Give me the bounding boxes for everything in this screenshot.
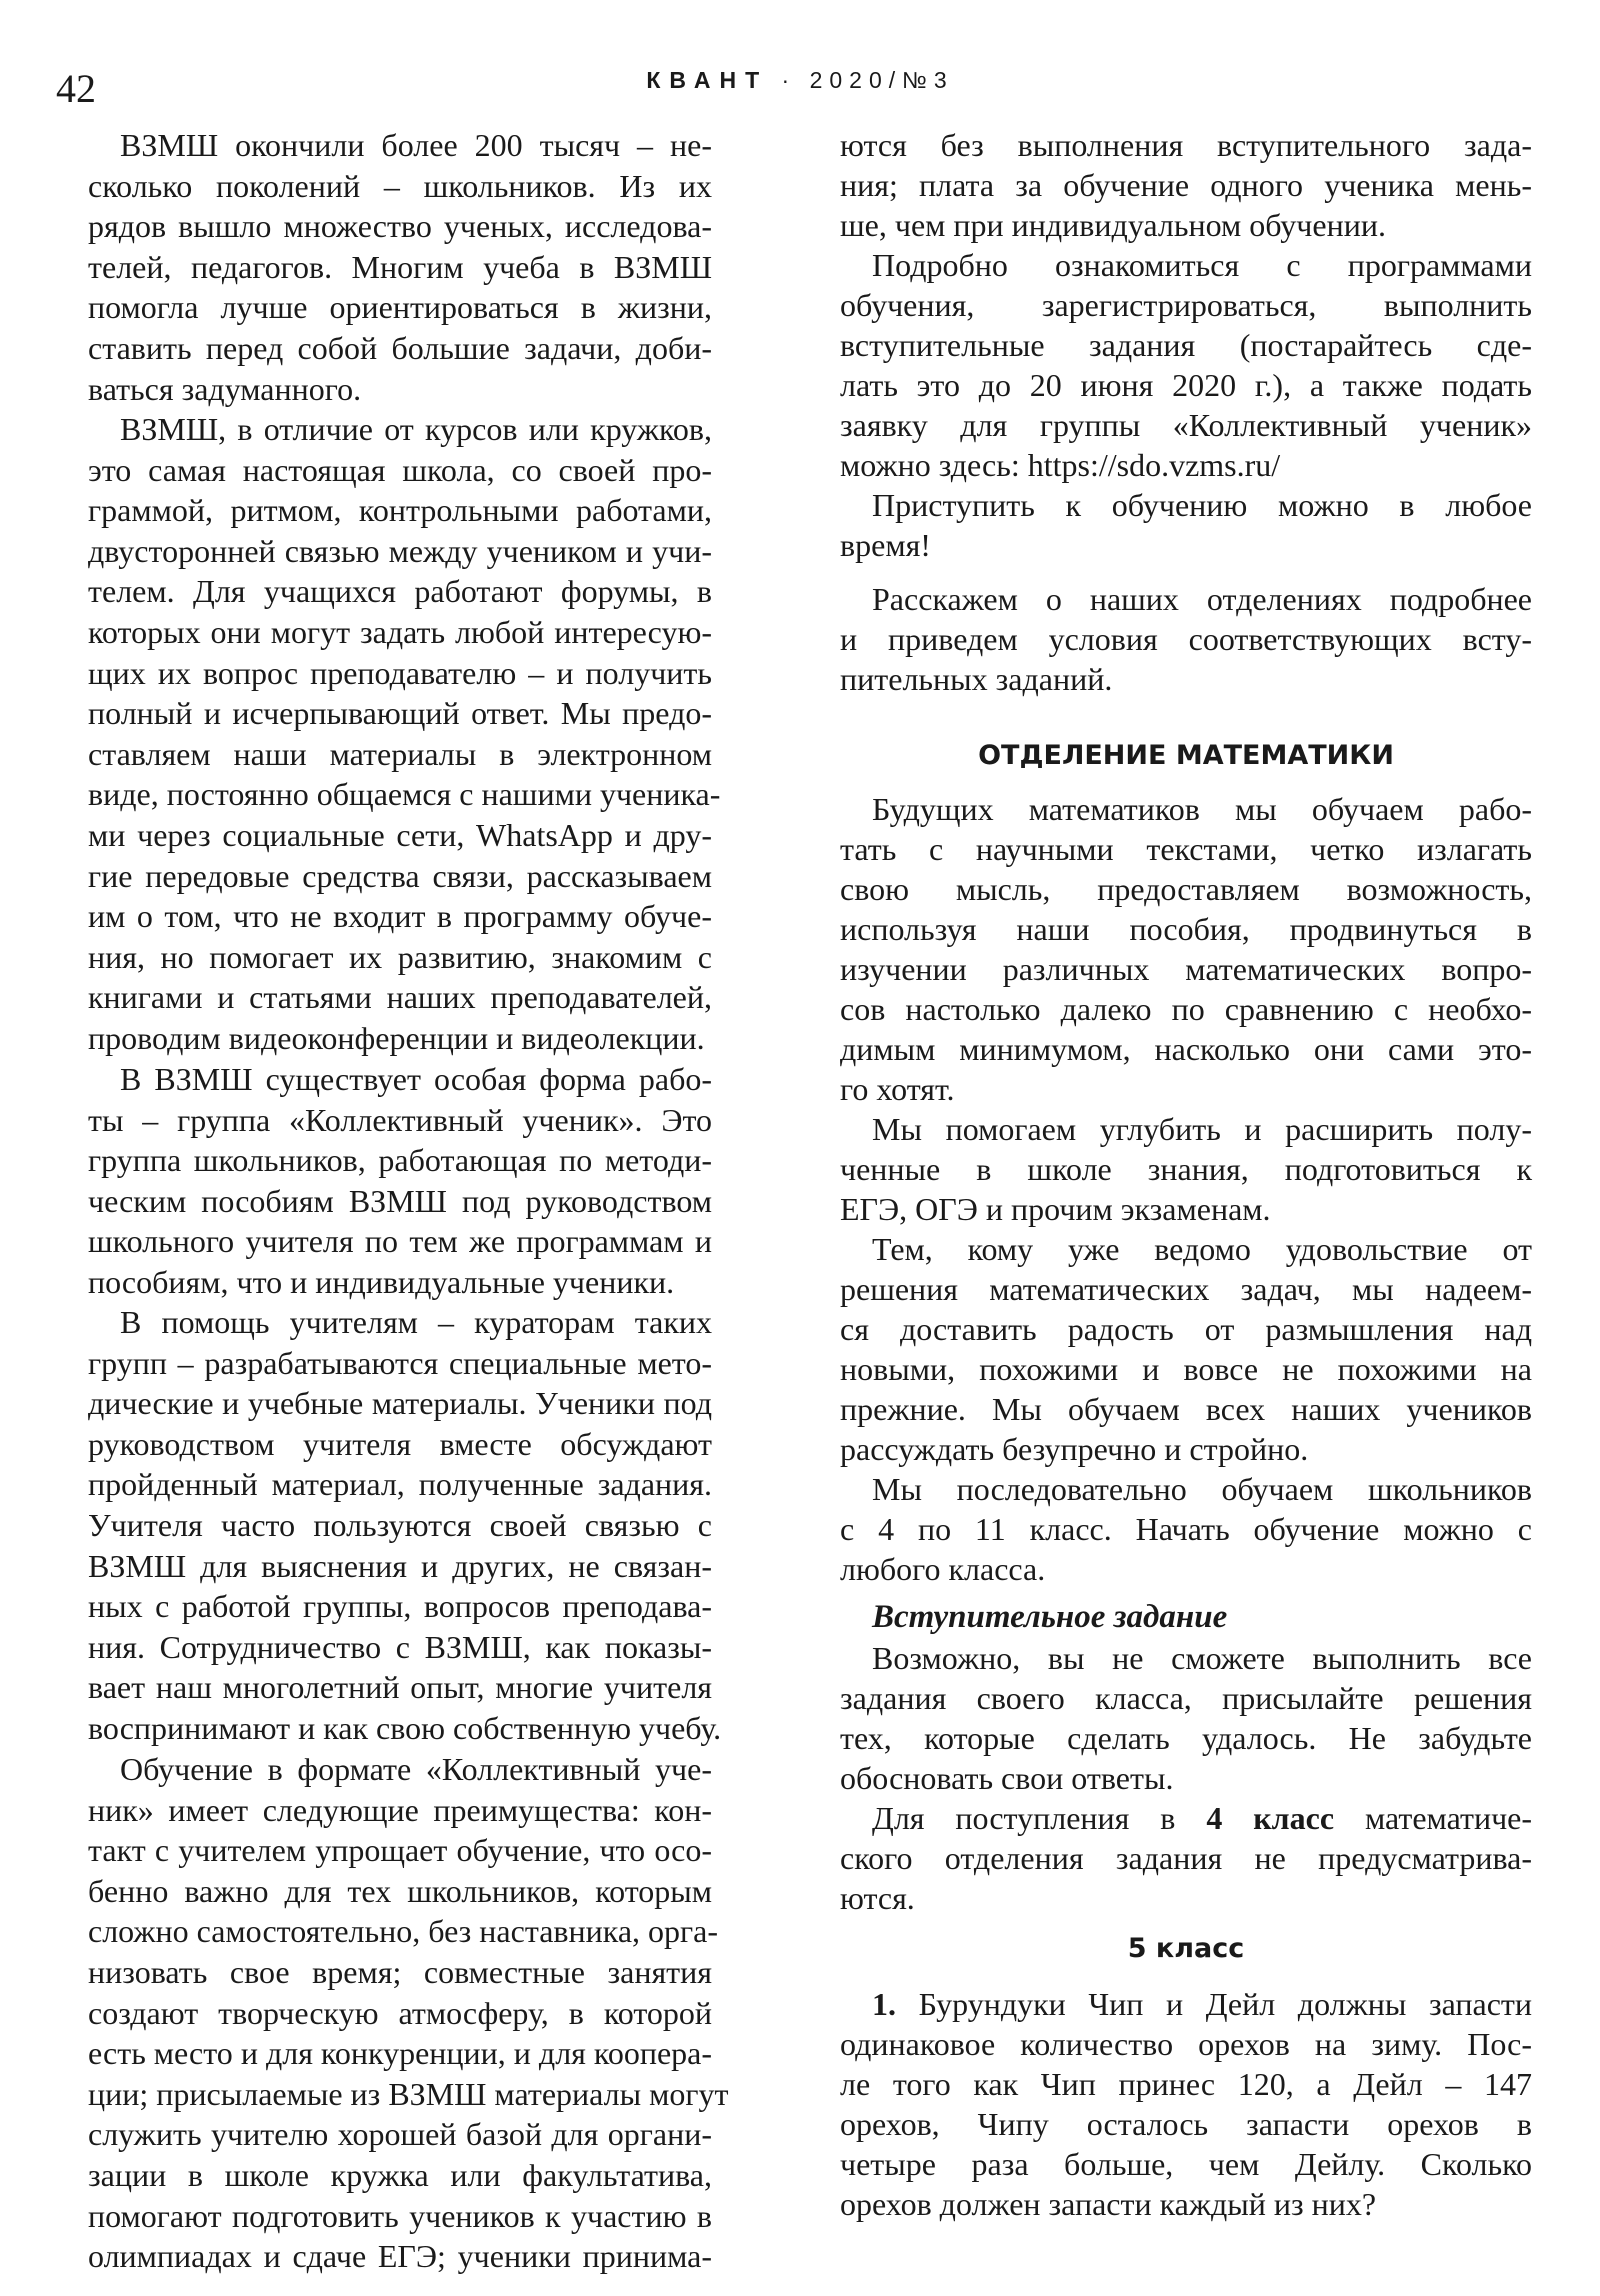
text-line: рядов вышло множество ученых, исследова- (88, 208, 712, 245)
text-line: это самая настоящая школа, со своей про- (88, 451, 712, 488)
paragraph (840, 579, 1532, 699)
text-line: любого класса. (840, 1551, 1046, 1587)
text-line: ния. Сотрудничество с ВЗМШ, как показы- (88, 1628, 712, 1665)
text-line: Расскажем о наших отделениях подробнее (872, 581, 1532, 617)
text-run: математиче- (1334, 1800, 1533, 1836)
text-line: тать с научными текстами, четко излагать (840, 831, 1532, 867)
paragraph (88, 125, 712, 409)
text-line: низовать свое время; совместные занятия (88, 1953, 712, 1990)
text-line: создают творческую атмосферу, в которой (88, 1994, 712, 2031)
separator: · (781, 67, 797, 93)
text-line: ник» имеет следующие преимущества: кон- (88, 1791, 712, 1828)
paragraph (840, 1638, 1532, 1798)
text-line: заявку для группы «Коллективный ученик» (840, 407, 1532, 443)
text-line: ся доставить радость от размышления над (840, 1311, 1532, 1347)
text-line: Мы помогаем углубить и расширить полу- (872, 1111, 1532, 1147)
text-line: сложно самостоятельно, без наставника, орга- (88, 1913, 719, 1950)
subsection-heading: Вступительное задание (872, 1599, 1228, 1635)
paragraph (88, 1749, 729, 2277)
text-line: вступительные задания (постарайтесь сде- (840, 327, 1532, 363)
text-line: ния; плата за обучение одного ученика мень- (840, 167, 1532, 203)
text-line: ми через социальные сети, WhatsApp и дру- (88, 816, 712, 853)
text-line: телей, педагогов. Многим учеба в ВЗМШ (88, 248, 712, 285)
paragraph (88, 1302, 722, 1749)
text-run: Для поступления в (872, 1800, 1207, 1836)
text-line: которых они могут задать любой интересую- (88, 613, 712, 650)
text-run: Бурундуки Чип и Дейл должны запасти (896, 1986, 1532, 2022)
paragraph (840, 125, 1532, 245)
grade-heading: 5 класс (1127, 1933, 1245, 1964)
text-line: новыми, похожими и вовсе не похожими на (840, 1351, 1532, 1387)
text-line: свою мысль, предоставляем возможность, (840, 871, 1532, 907)
text-line: используя наши пособия, продвинуться в (840, 911, 1532, 947)
text-line: сколько поколений – школьников. Из их (88, 167, 712, 204)
text-line: одинаковое количество орехов на зиму. Пос- (840, 2026, 1532, 2062)
text-line: ВЗМШ для выяснения и других, не связан- (88, 1547, 712, 1584)
text-line: школьного учителя по тем же программам и (88, 1223, 712, 1260)
paragraph (840, 485, 1532, 565)
text-line: групп – разрабатываются специальные мето- (88, 1344, 712, 1381)
text-line: виде, постоянно общаемся с нашими ученика- (88, 776, 721, 813)
text-line: проводим видеоконференции и видеолекции. (88, 1019, 705, 1056)
bold-text: 1. (872, 1986, 896, 2022)
text-line: двусторонней связью между учеником и учи- (88, 532, 712, 569)
text-line: такт с учителем упрощает обучение, что осо- (88, 1832, 712, 1869)
journal-title: КВАНТ (646, 67, 769, 93)
text-line: вает наш многолетний опыт, многие учителя (88, 1669, 712, 1706)
paragraph (840, 1469, 1532, 1589)
section-heading: ОТДЕЛЕНИЕ МАТЕМАТИКИ (978, 740, 1394, 771)
text-line: ты – группа «Коллективный ученик». Это (88, 1101, 712, 1138)
text-line: воспринимают и как свою собственную учебу. (88, 1709, 722, 1746)
text-line: тех, которые сделать удалось. Не забудьте (840, 1720, 1532, 1756)
text-line: орехов, Чипу осталось запасти орехов в (840, 2106, 1532, 2142)
text-line: Мы последовательно обучаем школьников (872, 1471, 1532, 1507)
bold-text: 4 класс (1206, 1800, 1335, 1836)
text-line: пособиям, что и индивидуальные ученики. (88, 1263, 675, 1300)
text-line: телем. Для учащихся работают форумы, в (88, 573, 712, 610)
text-line: щих их вопрос преподавателю – и получить (88, 654, 712, 691)
text-line: Возможно, вы не сможете выполнить все (872, 1640, 1532, 1676)
text-line: Подробно ознакомиться с программами (872, 247, 1532, 283)
problem-paragraph (840, 1984, 1532, 2224)
text-line: помогают подготовить учеников к участию в (88, 2197, 712, 2234)
text-line: лать это до 20 июня 2020 г.), а также подать (840, 367, 1532, 403)
paragraph (840, 1229, 1532, 1469)
text-line: рассуждать безупречно и стройно. (840, 1431, 1309, 1467)
text-line: ставить перед собой большие задачи, доби- (88, 329, 712, 366)
paragraph (88, 409, 721, 1059)
text-line: можно здесь: https://sdo.vzms.ru/ (840, 447, 1281, 483)
text-line: бенно важно для тех школьников, которым (88, 1872, 712, 1909)
text-line: время! (840, 527, 931, 563)
text-line: олимпиадах и сдаче ЕГЭ; ученики принима- (88, 2238, 712, 2275)
paragraph (840, 1109, 1532, 1229)
text-line: решения математических задач, мы надеем- (840, 1271, 1532, 1307)
text-line: пройденный материал, полученные задания. (88, 1466, 712, 1503)
text-line: ции; присылаемые из ВЗМШ материалы могут (88, 2075, 729, 2112)
text-line: пительных заданий. (840, 661, 1113, 697)
page-number: 42 (56, 66, 96, 111)
text-line: ются. (840, 1880, 915, 1916)
text-line: изучении различных математических вопро- (840, 951, 1532, 987)
text-line: зации в школе кружка или факультатива, (88, 2156, 712, 2193)
text-line: Обучение в формате «Коллективный уче- (120, 1751, 712, 1787)
text-line: Приступить к обучению можно в любое (872, 487, 1532, 523)
text-line: и приведем условия соответствующих всту- (840, 621, 1532, 657)
text-line: обучения, зарегистрироваться, выполнить (840, 287, 1532, 323)
text-line (840, 1984, 1532, 2024)
text-line: ше, чем при индивидуальном обучении. (840, 207, 1386, 243)
text-line: ных с работой группы, вопросов преподава- (88, 1588, 712, 1625)
text-line: ются без выполнения вступительного зада- (840, 127, 1532, 163)
text-line: Будущих математиков мы обучаем рабо- (872, 791, 1532, 827)
text-line: помогла лучше ориентироваться в жизни, (88, 289, 712, 326)
text-line: граммой, ритмом, контрольными работами, (88, 492, 712, 529)
text-line: им о том, что не входит в программу обуче- (88, 898, 712, 935)
text-line: группа школьников, работающая по методи- (88, 1142, 712, 1179)
text-line: ния, но помогает их развитию, знакомим с (88, 938, 712, 975)
text-line: служить учителю хорошей базой для органи- (88, 2116, 712, 2153)
running-head (0, 62, 1600, 98)
text-line: орехов должен запасти каждый из них? (840, 2186, 1377, 2222)
text-line: ченные в школе знания, подготовиться к (840, 1151, 1532, 1187)
text-line: ле того как Чип принес 120, а Дейл – 147 (840, 2066, 1532, 2102)
text-line (840, 1798, 1532, 1838)
text-line: книгами и статьями наших преподавателей, (88, 979, 712, 1016)
text-line: сов настолько далеко по сравнению с необхо- (840, 991, 1532, 1027)
text-line: есть место и для конкуренции, и для коопера- (88, 2035, 712, 2072)
text-line: полный и исчерпывающий ответ. Мы предо- (88, 695, 712, 732)
text-line: В ВЗМШ существует особая форма рабо- (120, 1061, 712, 1097)
paragraph (840, 245, 1532, 485)
text-line: ЕГЭ, ОГЭ и прочим экзаменам. (840, 1191, 1271, 1227)
text-line: Тем, кому уже ведомо удовольствие от (872, 1231, 1532, 1267)
text-line: четыре раза больше, чем Дейлу. Сколько (840, 2146, 1532, 2182)
paragraph (88, 1059, 712, 1303)
text-line: обосновать свои ответы. (840, 1760, 1174, 1796)
text-line: ческим пособиям ВЗМШ под руководством (88, 1182, 712, 1219)
text-line: ваться задуманного. (88, 370, 362, 407)
text-line: димым минимумом, насколько они сами это- (840, 1031, 1532, 1067)
text-line: руководством учителя вместе обсуждают (88, 1425, 712, 1462)
text-line: ВЗМШ, в отличие от курсов или кружков, (120, 411, 712, 447)
text-line: ВЗМШ окончили более 200 тысяч – не- (120, 127, 712, 163)
text-line: задания своего класса, присылайте решения (840, 1680, 1532, 1716)
text-line: го хотят. (840, 1071, 955, 1107)
text-line: В помощь учителям – кураторам таких (120, 1304, 712, 1340)
text-line: с 4 по 11 класс. Начать обучение можно с (840, 1511, 1532, 1547)
text-line: прежние. Мы обучаем всех наших учеников (840, 1391, 1532, 1427)
text-line: ского отделения задания не предусматрива- (840, 1840, 1532, 1876)
text-line: ставляем наши материалы в электронном (88, 735, 712, 772)
paragraph (840, 1798, 1532, 1918)
text-line: Учителя часто пользуются своей связью с (88, 1506, 712, 1543)
text-line: гие передовые средства связи, рассказываем (88, 857, 712, 894)
paragraph (840, 789, 1532, 1109)
issue-number: 2020/№3 (809, 67, 954, 93)
text-line: дические и учебные материалы. Ученики под (88, 1385, 712, 1422)
